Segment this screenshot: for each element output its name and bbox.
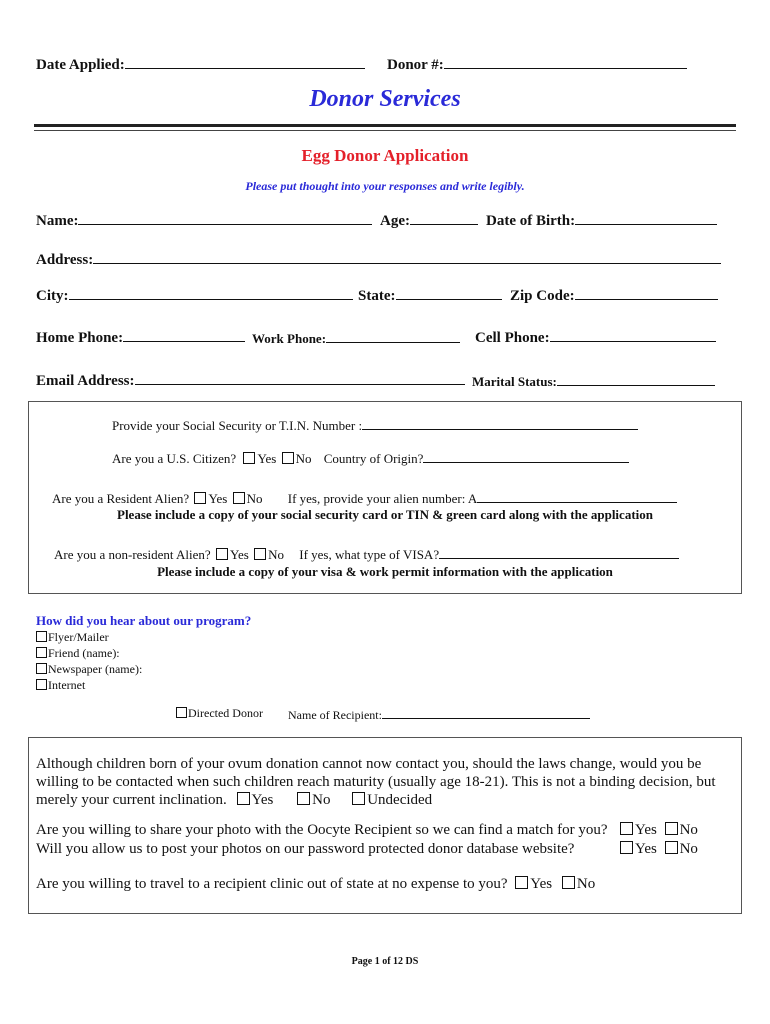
contact-question-line1: Although children born of your ovum donation cannot now contact you, should the laws change, would you be: [36, 756, 702, 772]
photo-share-yes-checkbox[interactable]: [620, 822, 633, 835]
dob-line[interactable]: [575, 212, 717, 225]
travel-no-label: No: [576, 876, 596, 892]
recipient-field[interactable]: [288, 706, 590, 723]
zip-line[interactable]: [575, 287, 718, 300]
work-phone-label: Work Phone:: [252, 331, 327, 346]
alien-number-line[interactable]: [477, 490, 677, 503]
address-field[interactable]: [36, 251, 721, 269]
age-field[interactable]: [380, 212, 478, 230]
directed-donor-label: Directed Donor: [188, 706, 263, 720]
nonresident-yes-checkbox[interactable]: [216, 548, 228, 560]
home-phone-label: Home Phone:: [36, 330, 124, 346]
travel-yes-label: Yes: [530, 876, 553, 892]
referral-option-newspaper[interactable]: [36, 662, 142, 677]
nonresident-no-checkbox[interactable]: [254, 548, 266, 560]
travel-question-text: Are you willing to travel to a recipient clinic out of state at no expense to you?: [36, 876, 508, 892]
photo-share-question: Are you willing to share your photo with the Oocyte Recipient so we can find a match for you?: [36, 822, 608, 838]
contact-question-line3-text: merely your current inclination.: [36, 792, 227, 808]
contact-no-checkbox[interactable]: [297, 792, 310, 805]
email-line[interactable]: [135, 372, 465, 385]
ssn-line[interactable]: [362, 417, 638, 430]
directed-donor-checkbox[interactable]: [176, 707, 187, 718]
ssn-label: Provide your Social Security or T.I.N. Number :: [112, 418, 363, 433]
zip-label: Zip Code:: [510, 288, 575, 304]
internet-checkbox[interactable]: [36, 679, 47, 690]
contact-yes-label: Yes: [251, 792, 274, 808]
friend-checkbox[interactable]: [36, 647, 47, 658]
resident-no-label: No: [246, 491, 263, 506]
instruction-text: Please put thought into your responses and write legibly.: [245, 179, 525, 193]
contact-undecided-checkbox[interactable]: [352, 792, 365, 805]
photo-post-yes-label: Yes: [635, 841, 657, 857]
contact-no-label: No: [312, 792, 331, 808]
newspaper-checkbox[interactable]: [36, 663, 47, 674]
city-line[interactable]: [69, 287, 353, 300]
citizen-no-label: No: [295, 451, 312, 466]
donor-number-line[interactable]: [444, 56, 687, 69]
email-label: Email Address:: [36, 373, 135, 389]
nonresident-question: [54, 546, 679, 563]
home-phone-line[interactable]: [123, 329, 245, 342]
header-rule: [34, 124, 736, 127]
home-phone-field[interactable]: [36, 329, 245, 347]
contact-question-line2: willing to be contacted when such children reach maturity (usually age 18-21). This is not a binding decision, but: [36, 774, 716, 790]
name-field[interactable]: [36, 212, 372, 230]
visa-line[interactable]: [439, 546, 679, 559]
alien-number-label: If yes, provide your alien number: A: [287, 491, 478, 506]
name-line[interactable]: [78, 212, 372, 225]
nonresident-yes-label: Yes: [229, 547, 249, 562]
visa-label: If yes, what type of VISA?: [299, 547, 440, 562]
date-applied-line[interactable]: [125, 56, 365, 69]
photo-post-yes-checkbox[interactable]: [620, 841, 633, 854]
date-applied-field[interactable]: [36, 56, 365, 74]
newspaper-label: Newspaper (name):: [48, 662, 143, 676]
internet-label: Internet: [48, 678, 86, 692]
marital-line[interactable]: [557, 373, 715, 386]
referral-option-flyer[interactable]: [36, 630, 109, 645]
directed-donor-option[interactable]: [176, 706, 263, 721]
friend-label: Friend (name):: [48, 646, 120, 660]
photo-post-no-checkbox[interactable]: [665, 841, 678, 854]
date-applied-label: Date Applied:: [36, 57, 125, 73]
referral-option-internet[interactable]: [36, 678, 85, 693]
age-label: Age:: [380, 213, 410, 229]
header-rule-thin: [34, 130, 736, 131]
citizen-question: [112, 450, 629, 467]
state-field[interactable]: [358, 287, 502, 305]
resident-note: Please include a copy of your social security card or TIN & green card along with the application: [117, 507, 653, 522]
country-line[interactable]: [423, 450, 629, 463]
citizen-yes-checkbox[interactable]: [243, 452, 255, 464]
photo-share-no-checkbox[interactable]: [665, 822, 678, 835]
donor-number-label: Donor #:: [387, 57, 444, 73]
resident-yes-checkbox[interactable]: [194, 492, 206, 504]
travel-no-checkbox[interactable]: [562, 876, 575, 889]
ssn-field[interactable]: [112, 417, 638, 434]
dob-label: Date of Birth:: [486, 213, 576, 229]
photo-share-options: [620, 822, 698, 839]
nonresident-question-text: Are you a non-resident Alien?: [54, 547, 211, 562]
zip-field[interactable]: [510, 287, 718, 305]
country-label: Country of Origin?: [323, 451, 424, 466]
flyer-checkbox[interactable]: [36, 631, 47, 642]
citizen-yes-label: Yes: [257, 451, 277, 466]
photo-post-question: Will you allow us to post your photos on our password protected donor database website?: [36, 841, 575, 857]
travel-yes-checkbox[interactable]: [515, 876, 528, 889]
referral-option-friend[interactable]: [36, 646, 120, 661]
dob-field[interactable]: [486, 212, 717, 230]
flyer-label: Flyer/Mailer: [48, 630, 109, 644]
work-phone-field[interactable]: [252, 330, 460, 347]
page-title: Donor Services: [309, 86, 461, 112]
city-label: City:: [36, 288, 69, 304]
cell-phone-line[interactable]: [550, 329, 716, 342]
photo-share-yes-label: Yes: [635, 822, 657, 838]
travel-question: [36, 876, 595, 893]
marital-field[interactable]: [472, 373, 715, 390]
age-line[interactable]: [410, 212, 478, 225]
citizen-question-text: Are you a U.S. Citizen?: [112, 451, 237, 466]
resident-question-text: Are you a Resident Alien?: [52, 491, 190, 506]
address-label: Address:: [36, 252, 94, 268]
referral-heading: How did you hear about our program?: [36, 613, 252, 628]
nonresident-no-label: No: [268, 547, 284, 562]
state-line[interactable]: [396, 287, 502, 300]
resident-question: [52, 490, 677, 507]
cell-phone-label: Cell Phone:: [475, 330, 550, 346]
photo-post-no-label: No: [679, 841, 698, 857]
citizen-no-checkbox[interactable]: [282, 452, 294, 464]
recipient-label: Name of Recipient:: [288, 708, 382, 722]
photo-share-no-label: No: [679, 822, 698, 838]
cell-phone-field[interactable]: [475, 329, 716, 347]
contact-undecided-label: Undecided: [367, 792, 433, 808]
photo-post-options: [620, 841, 698, 858]
resident-no-checkbox[interactable]: [233, 492, 245, 504]
contact-yes-checkbox[interactable]: [237, 792, 250, 805]
marital-label: Marital Status:: [472, 374, 557, 389]
donor-number-field[interactable]: [387, 56, 687, 74]
email-field[interactable]: [36, 372, 465, 390]
name-label: Name:: [36, 213, 79, 229]
state-label: State:: [358, 288, 396, 304]
contact-question-line3: [36, 792, 432, 809]
recipient-line[interactable]: [382, 706, 590, 719]
work-phone-line[interactable]: [326, 330, 460, 343]
form-subtitle: Egg Donor Application: [301, 146, 469, 165]
city-field[interactable]: [36, 287, 353, 305]
resident-yes-label: Yes: [208, 491, 228, 506]
nonresident-note: Please include a copy of your visa & work permit information with the application: [157, 564, 613, 579]
page-number: Page 1 of 12 DS: [351, 956, 419, 967]
address-line[interactable]: [93, 251, 721, 264]
